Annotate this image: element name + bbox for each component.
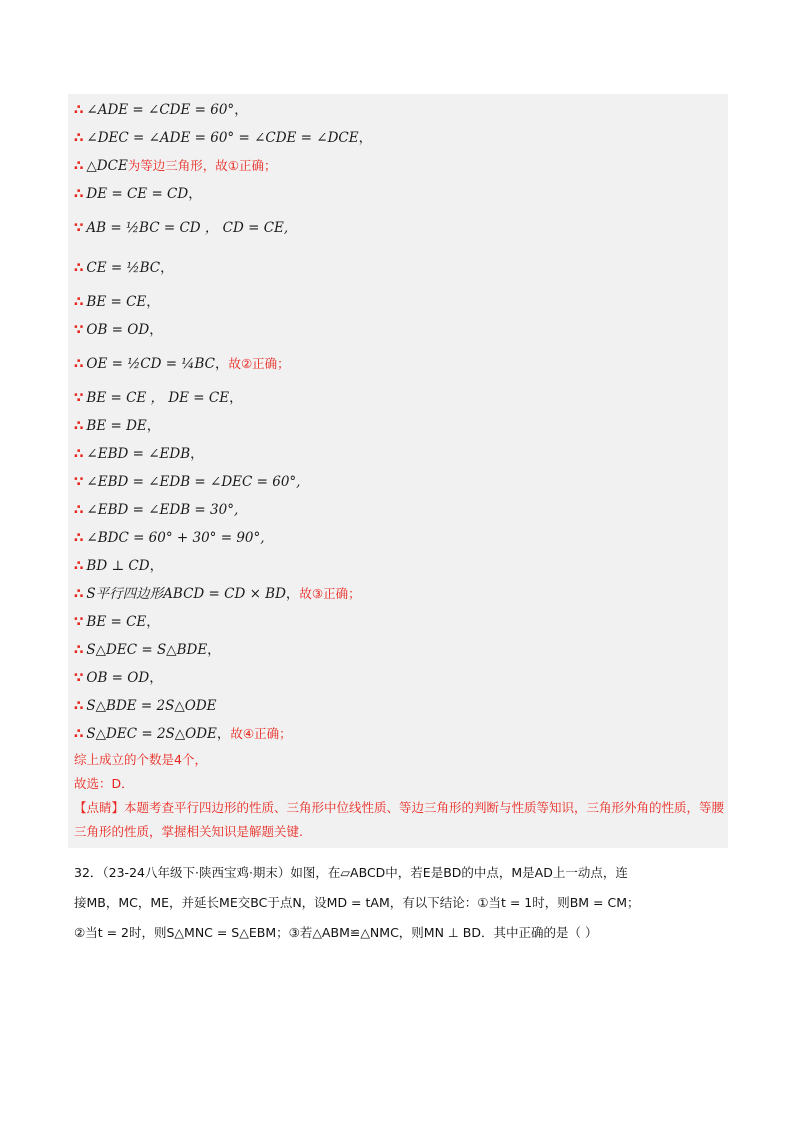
solution-line: ∴ ∠DEC = ∠ADE = 60° = ∠CDE = ∠DCE，: [74, 130, 373, 146]
therefore-symbol: ∴: [74, 586, 84, 602]
solution-line: ∵ OB = OD，: [74, 670, 163, 686]
solution-line: [68, 524, 728, 552]
conclusion-text: 故②正确；: [228, 356, 290, 371]
therefore-symbol: ∴: [74, 530, 84, 546]
therefore-symbol: ∴: [74, 356, 84, 372]
math-expression: ∠BDC = 60° + 30° = 90°,: [86, 530, 265, 546]
therefore-symbol: ∴: [74, 130, 84, 146]
solution-line: [68, 692, 728, 720]
solution-line: ∴ BE = DE，: [74, 418, 161, 434]
comment-note: 【点睛】本题考查平行四边形的性质、三角形中位线性质、等边三角形的判断与性质等知识，三角形外角的性质，等腰三角形的性质，掌握相关知识是解题关键.: [74, 800, 725, 839]
therefore-symbol: ∴: [74, 158, 84, 174]
solution-line: ∴ OE = ½CD = ¼BC，故②正确；: [74, 356, 290, 372]
solution-line: ∴ S△DEC = 2S△ODE，故④正确；: [74, 726, 292, 742]
solution-line: ∴ CE = ½BC，: [74, 260, 174, 276]
solution-block: [68, 94, 728, 848]
question-line: 接MB，MC，ME，并延长ME交BC于点N，设MD = tAM，有以下结论：①当t = 1时，则BM = CM；: [74, 895, 640, 910]
math-expression: AB = ½BC = CD ， CD = CE,: [86, 220, 289, 236]
because-symbol: ∵: [74, 220, 84, 236]
math-expression: S平行四边形ABCD = CD × BD: [86, 586, 286, 602]
math-expression: BE = CE ， DE = CE: [86, 390, 230, 406]
question-line: ②当t = 2时，则S△MNC = S△EBM；③若△ABM≌△NMC，则MN ⊥ BD．其中正确的是（ ）: [74, 925, 598, 940]
therefore-symbol: ∴: [74, 186, 84, 202]
therefore-symbol: ∴: [74, 502, 84, 518]
question-32: [74, 858, 734, 948]
therefore-symbol: ∴: [74, 726, 84, 742]
solution-line: ∵ OB = OD，: [74, 322, 163, 338]
math-expression: S△DEC = 2S△ODE: [86, 726, 217, 742]
question-line: 32．（23-24八年级下·陕西宝鸡·期末）如图，在▱ABCD中，若E是BD的中点，M是AD上一动点，连: [74, 865, 628, 880]
math-expression: S△BDE = 2S△ODE: [86, 698, 217, 714]
summary-count: 综上成立的个数是4个，: [74, 752, 207, 767]
therefore-symbol: ∴: [74, 102, 84, 118]
therefore-symbol: ∴: [74, 260, 84, 276]
math-expression: OE = ½CD = ¼BC: [86, 356, 215, 372]
solution-line: [68, 208, 728, 248]
because-symbol: ∵: [74, 322, 84, 338]
math-expression: BD ⊥ CD: [86, 558, 150, 574]
math-expression: CE = ½BC: [86, 260, 161, 276]
because-symbol: ∵: [74, 390, 84, 406]
conclusion-text: 为等边三角形，故①正确；: [127, 158, 277, 173]
math-expression: BE = CE: [86, 614, 147, 630]
solution-line: ∴ S平行四边形ABCD = CD × BD，故③正确；: [74, 586, 361, 602]
math-expression: BE = CE: [86, 294, 147, 310]
therefore-symbol: ∴: [74, 558, 84, 574]
therefore-symbol: ∴: [74, 446, 84, 462]
solution-line: ∴ DE = CE = CD，: [74, 186, 202, 202]
because-symbol: ∵: [74, 670, 84, 686]
solution-line: ∵ BE = CE ， DE = CE，: [74, 390, 243, 406]
solution-line: [68, 496, 728, 524]
conclusion-text: 故④正确；: [230, 726, 292, 741]
math-expression: △DCE: [86, 158, 128, 174]
math-expression: ∠EBD = ∠EDB: [86, 446, 191, 462]
math-expression: OB = OD: [86, 322, 150, 338]
solution-line: [68, 468, 728, 496]
answer-choice: 故选：D．: [74, 776, 134, 791]
therefore-symbol: ∴: [74, 642, 84, 658]
solution-line: [68, 152, 728, 180]
math-expression: S△DEC = S△BDE: [86, 642, 208, 658]
therefore-symbol: ∴: [74, 294, 84, 310]
because-symbol: ∵: [74, 614, 84, 630]
math-expression: DE = CE = CD: [86, 186, 189, 202]
solution-line: ∵ BE = CE，: [74, 614, 160, 630]
math-expression: ∠DEC = ∠ADE = 60° = ∠CDE = ∠DCE: [86, 130, 359, 146]
solution-line: ∴ S△DEC = S△BDE，: [74, 642, 221, 658]
conclusion-text: 故③正确；: [299, 586, 361, 601]
because-symbol: ∵: [74, 474, 84, 490]
solution-line: ∴ BD ⊥ CD，: [74, 558, 164, 574]
therefore-symbol: ∴: [74, 698, 84, 714]
solution-line: ∴ ∠ADE = ∠CDE = 60°，: [74, 102, 248, 118]
math-expression: ∠ADE = ∠CDE = 60°: [86, 102, 235, 118]
therefore-symbol: ∴: [74, 418, 84, 434]
math-expression: BE = DE: [86, 418, 147, 434]
math-expression: ∠EBD = ∠EDB = ∠DEC = 60°,: [86, 474, 301, 490]
math-expression: OB = OD: [86, 670, 150, 686]
solution-line: ∴ BE = CE，: [74, 294, 160, 310]
solution-line: ∴ ∠EBD = ∠EDB，: [74, 446, 204, 462]
math-expression: ∠EBD = ∠EDB = 30°,: [86, 502, 239, 518]
